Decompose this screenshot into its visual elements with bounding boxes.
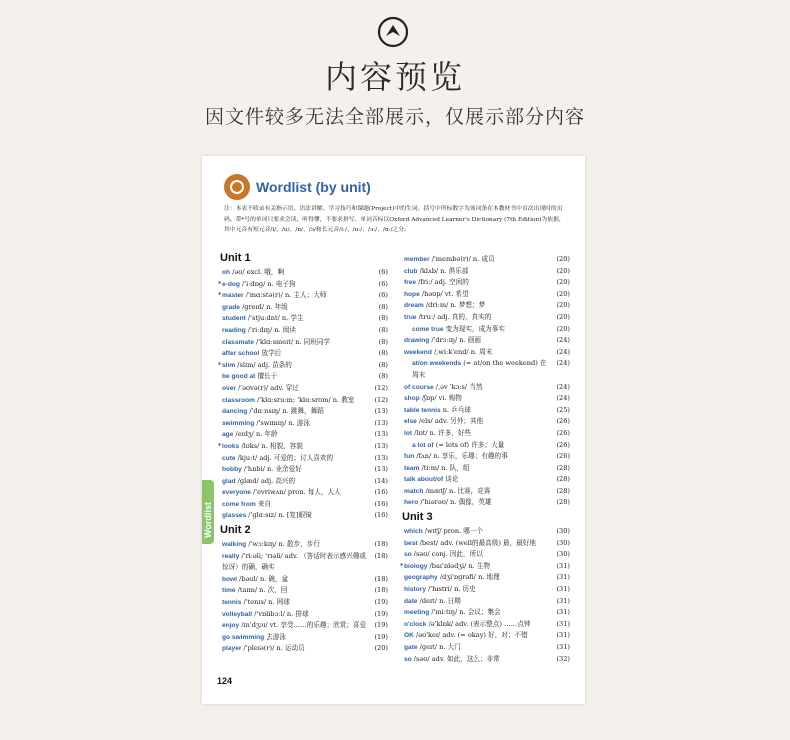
entry-definition: /həʊp/ vt. 希望 bbox=[419, 289, 469, 298]
unit-heading: Unit 2 bbox=[220, 524, 251, 537]
entry-headword: time bbox=[222, 587, 236, 595]
wordlist-entry bbox=[404, 405, 570, 417]
wordlist-entry bbox=[222, 585, 388, 597]
wordlist-entry bbox=[222, 499, 388, 511]
entry-headword: player bbox=[222, 645, 242, 653]
entry-definition: /fʌn/ n. 享乐，乐趣；有趣的事 bbox=[414, 452, 508, 461]
entry-headword: really bbox=[222, 552, 240, 560]
wordlist-entry bbox=[222, 620, 388, 632]
entry-page-ref: (25) bbox=[556, 405, 570, 414]
entry-headword: volleyball bbox=[222, 610, 253, 618]
entry-headword: glad bbox=[222, 477, 236, 485]
entry-page-ref: (26) bbox=[556, 417, 570, 426]
entry-page-ref: (31) bbox=[556, 643, 570, 651]
up-arrow-circle-icon bbox=[377, 16, 409, 48]
entry-headword: history bbox=[404, 586, 426, 594]
wordlist-entry bbox=[404, 358, 570, 381]
wordlist-entry bbox=[222, 429, 388, 441]
entry-page-ref: (28) bbox=[556, 486, 570, 495]
entry-definition: /,əv 'kɔːs/ 当然 bbox=[433, 382, 483, 391]
wordlist-entry bbox=[222, 609, 388, 621]
wordlist-entry bbox=[404, 335, 570, 347]
entry-definition: /ɡreɪd/ n. 年级 bbox=[239, 302, 288, 311]
entry-page-ref: (18) bbox=[374, 586, 388, 595]
entry-definition: /mætʃ/ n. 比赛，竞赛 bbox=[423, 486, 491, 495]
wordlist-entry bbox=[222, 487, 388, 499]
entry-page-ref: (31) bbox=[556, 596, 570, 605]
entry-headword: go swimming bbox=[222, 633, 265, 641]
page-subtitle: 因文件较多无法全部展示，仅展示部分内容 bbox=[204, 106, 585, 128]
wordlist-column-right bbox=[400, 254, 570, 665]
wordlist-entry bbox=[404, 486, 570, 498]
entry-headword: shop bbox=[404, 395, 420, 403]
entry-headword: o'clock bbox=[404, 620, 427, 628]
entry-headword: tennis bbox=[222, 599, 242, 607]
entry-page-ref: (31) bbox=[556, 631, 570, 640]
entry-definition: /əʊ/ excl. 哦，啊 bbox=[230, 268, 285, 276]
entry-page-ref: (30) bbox=[556, 527, 570, 536]
entry-headword: so bbox=[404, 551, 412, 559]
entry-definition: /taɪm/ n. 次，回 bbox=[235, 586, 288, 595]
entry-definition: /'klɑːsmeɪt/ n. 同班同学 bbox=[253, 337, 331, 346]
entry-page-ref: (24) bbox=[556, 347, 570, 356]
wordlist-entry bbox=[222, 325, 388, 337]
entry-page-ref: (20) bbox=[556, 289, 570, 298]
entry-definition: /'riːdɪŋ/ n. 阅读 bbox=[245, 325, 296, 334]
entry-headword: at/on weekends bbox=[412, 360, 462, 368]
entry-definition: /'tenɪs/ n. 网球 bbox=[241, 598, 290, 607]
wordlist-entry bbox=[222, 632, 388, 644]
wordlist-entry bbox=[404, 289, 570, 301]
wordlist-entry bbox=[222, 510, 388, 522]
star-marker: * bbox=[218, 441, 222, 450]
wordlist-entry bbox=[222, 453, 388, 465]
entry-headword: best bbox=[404, 539, 418, 547]
entry-page-ref: (24) bbox=[556, 336, 570, 345]
entry-headword: classmate bbox=[222, 338, 254, 346]
entry-headword: club bbox=[404, 267, 418, 275]
entry-headword: else bbox=[404, 418, 417, 426]
entry-definition: /'hɪərəʊ/ n. 偶像，英雄 bbox=[418, 498, 492, 507]
entry-headword: looks bbox=[222, 442, 240, 450]
entry-definition: /kjuːt/ adj. 可爱的；讨人喜欢的 bbox=[235, 453, 334, 462]
entry-headword: dancing bbox=[222, 408, 248, 416]
entry-headword: after school bbox=[222, 350, 260, 358]
entry-page-ref: (14) bbox=[374, 476, 388, 485]
entry-headword: bowl bbox=[222, 575, 238, 583]
entry-definition: 去游泳 bbox=[264, 632, 287, 641]
entry-definition: /,wiːk'end/ n. 周末 bbox=[431, 347, 493, 356]
entry-headword: classroom bbox=[222, 396, 255, 404]
wordlist-entry bbox=[404, 642, 570, 654]
entry-headword: true bbox=[404, 313, 417, 321]
entry-definition: /səʊ/ adv. 如此，这么；非常 bbox=[411, 654, 500, 663]
entry-headword: cute bbox=[222, 454, 236, 462]
wordlist-entry bbox=[404, 416, 570, 428]
entry-definition: /els/ adv. 另外；其他 bbox=[416, 417, 484, 426]
entry-headword: everyone bbox=[222, 489, 251, 497]
entry-headword: e-dog bbox=[222, 280, 240, 288]
wordlist-entry bbox=[404, 654, 570, 666]
wordlist-note: 注：本表不收录有关指示语、语法讲解、学习技巧和课题(Project)中的生词。括号中所标数字为该词条在本教材书中首次出现时的页码。带*号的单词只要求会读、听得懂，不要求拼写。单词音标以Oxford Advanced Learner's Dictionary (7th Edition)为依据，其中元音有短元音/i/、/u/、/ɒ/、/ɔ/和长元音/iː/、/uː/、/ɔː/、/ɑː/之分。 bbox=[224, 206, 565, 233]
entry-page-ref: (18) bbox=[374, 551, 388, 560]
wordlist-entry bbox=[404, 619, 570, 631]
entry-headword: hero bbox=[404, 499, 419, 507]
entry-definition: /'riːəli; 'rɪəli/ adv. （答话时表示感兴趣或惊讶）的确，确实 bbox=[222, 551, 367, 572]
entry-page-ref: (24) bbox=[556, 359, 570, 368]
wordlist-entry bbox=[222, 337, 388, 349]
entry-definition: /lʊks/ n. 相貌，容貌 bbox=[239, 441, 303, 450]
entry-page-ref: (13) bbox=[374, 407, 388, 416]
entry-definition: /səʊ/ conj. 因此，所以 bbox=[411, 550, 483, 559]
entry-headword: reading bbox=[222, 326, 246, 334]
entry-definition: 放学后 bbox=[259, 349, 282, 358]
entry-headword: talk about/of bbox=[404, 476, 444, 484]
entry-headword: meeting bbox=[404, 609, 430, 617]
entry-page-ref: (19) bbox=[374, 632, 388, 641]
entry-page-ref: (20) bbox=[556, 255, 570, 263]
entry-definition: /tiːm/ n. 队，组 bbox=[419, 463, 470, 472]
entry-definition: /lɒt/ n. 许多，好些 bbox=[412, 428, 472, 437]
entry-definition: 擅长于 bbox=[255, 372, 278, 381]
wordlist-entry bbox=[404, 474, 570, 486]
entry-page-ref: (20) bbox=[556, 301, 570, 310]
entry-definition: /driːm/ n. 梦想；梦 bbox=[423, 301, 486, 310]
wordlist-entry bbox=[222, 348, 388, 360]
entry-page-ref: (8) bbox=[378, 372, 388, 381]
unit-heading: Unit 3 bbox=[402, 511, 433, 524]
entry-headword: glasses bbox=[222, 512, 247, 520]
entry-page-ref: (18) bbox=[374, 540, 388, 549]
wordlist-entry bbox=[404, 347, 570, 359]
entry-headword: team bbox=[404, 464, 420, 472]
entry-headword: date bbox=[404, 597, 418, 605]
entry-headword: biology bbox=[404, 562, 428, 570]
entry-page-ref: (12) bbox=[374, 383, 388, 392]
wordlist-entry bbox=[222, 643, 388, 655]
entry-page-ref: (20) bbox=[374, 644, 388, 653]
page-title: 内容预览 bbox=[324, 58, 465, 96]
entry-headword: geography bbox=[404, 574, 438, 582]
entry-page-ref: (6) bbox=[378, 268, 388, 276]
wordlist-entry bbox=[222, 406, 388, 418]
entry-headword: walking bbox=[222, 541, 247, 549]
wordlist-entry bbox=[222, 476, 388, 488]
wordlist-entry bbox=[222, 267, 388, 279]
entry-page-ref: (30) bbox=[556, 538, 570, 547]
entry-page-ref: (8) bbox=[378, 325, 388, 334]
entry-headword: age bbox=[222, 431, 234, 439]
entry-page-ref: (26) bbox=[556, 452, 570, 461]
entry-definition: /dʒi'ɒɡrəfi/ n. 地理 bbox=[437, 573, 500, 582]
wordlist-entry bbox=[222, 313, 388, 325]
wordlist-entry bbox=[404, 440, 570, 452]
unit-heading: Unit 1 bbox=[220, 252, 251, 264]
entry-headword: fun bbox=[404, 453, 415, 461]
entry-headword: a lot of bbox=[412, 441, 434, 449]
entry-page-ref: (30) bbox=[556, 550, 570, 559]
entry-headword: dream bbox=[404, 302, 424, 310]
entry-definition: /'klɑːsruːm; 'klɑːsrʊm/ n. 教室 bbox=[255, 395, 355, 404]
entry-headword: match bbox=[404, 487, 424, 495]
entry-page-ref: (13) bbox=[374, 418, 388, 427]
entry-page-ref: (32) bbox=[556, 654, 570, 663]
entry-definition: (= at/on the weekend) 在周末 bbox=[412, 359, 547, 379]
entry-definition: /ʃɒp/ vi. 购物 bbox=[419, 394, 462, 403]
wordlist-entry bbox=[404, 393, 570, 405]
entry-page-ref: (12) bbox=[374, 395, 388, 404]
entry-page-ref: (13) bbox=[374, 465, 388, 474]
entry-headword: student bbox=[222, 315, 246, 323]
entry-page-ref: (26) bbox=[556, 440, 570, 449]
entry-headword: lot bbox=[404, 429, 413, 437]
entry-page-ref: (26) bbox=[556, 428, 570, 437]
entry-headword: master bbox=[222, 292, 244, 300]
wordlist-entry bbox=[404, 596, 570, 608]
entry-definition: /'membə(r)/ n. 成员 bbox=[429, 255, 495, 263]
entry-headword: grade bbox=[222, 303, 240, 311]
wordlist-entry bbox=[218, 441, 388, 453]
entry-definition: /'miːtɪŋ/ n. 会议；集会 bbox=[429, 608, 501, 617]
wordlist-entry bbox=[404, 538, 570, 550]
entry-definition: /'mɑːstə(r)/ n. 主人；大师 bbox=[243, 291, 327, 300]
entry-page-ref: (24) bbox=[556, 394, 570, 403]
entry-definition: n. 乒乓球 bbox=[440, 405, 471, 414]
wordlist-entry bbox=[404, 497, 570, 509]
entry-definition: /deɪt/ n. 日期 bbox=[417, 596, 461, 605]
entry-page-ref: (16) bbox=[374, 499, 388, 508]
entry-definition: /'hɪstri/ n. 历史 bbox=[425, 585, 476, 594]
star-marker: * bbox=[218, 279, 222, 288]
entry-page-ref: (13) bbox=[374, 441, 388, 450]
entry-headword: come true bbox=[412, 325, 444, 333]
entry-headword: OK bbox=[404, 632, 414, 640]
entry-page-ref: (8) bbox=[378, 337, 388, 346]
entry-page-ref: (16) bbox=[374, 511, 388, 520]
entry-headword: oh bbox=[222, 269, 231, 276]
wordlist-entry bbox=[404, 630, 570, 642]
wordlist-header bbox=[224, 172, 371, 202]
entry-headword: hobby bbox=[222, 466, 242, 474]
entry-definition: /friː/ adj. 空闲的 bbox=[416, 278, 469, 287]
entry-definition: /'wɔːkɪŋ/ n. 散步，步行 bbox=[246, 540, 320, 549]
entry-headword: swimming bbox=[222, 419, 255, 427]
entry-headword: hope bbox=[404, 290, 420, 298]
entry-definition: /'əʊvə(r)/ adv. 穿过 bbox=[235, 383, 299, 392]
entry-headword: over bbox=[222, 384, 236, 392]
wordlist-entry bbox=[218, 360, 388, 372]
wordlist-entry bbox=[404, 300, 570, 312]
entry-headword: slim bbox=[222, 361, 236, 369]
wordlist-entry bbox=[218, 279, 388, 291]
entry-headword: which bbox=[404, 528, 423, 536]
entry-headword: table tennis bbox=[404, 406, 441, 414]
side-tab bbox=[202, 480, 214, 544]
wordlist-entry bbox=[404, 312, 570, 324]
entry-headword: weekend bbox=[404, 348, 432, 356]
wordlist-heading: Wordlist (by unit) bbox=[256, 179, 371, 195]
entry-definition: /'pleɪə(r)/ n. 运动员 bbox=[241, 644, 305, 653]
wordlist-entry bbox=[404, 266, 570, 278]
wordlist-entry bbox=[404, 549, 570, 561]
entry-page-ref: (16) bbox=[374, 488, 388, 497]
wordlist-entry bbox=[404, 451, 570, 463]
entry-page-ref: (20) bbox=[556, 266, 570, 275]
side-tab-label: Wordlist bbox=[203, 502, 213, 538]
entry-page-ref: (20) bbox=[556, 312, 570, 321]
entry-headword: drawing bbox=[404, 337, 430, 345]
wordlist-entry bbox=[222, 539, 388, 551]
entry-page-ref: (20) bbox=[556, 324, 570, 333]
entry-page-ref: (31) bbox=[556, 585, 570, 594]
wordlist-entry bbox=[222, 418, 388, 430]
wordlist-logo-icon bbox=[224, 174, 250, 200]
wordlist-entry bbox=[222, 574, 388, 586]
entry-page-ref: (20) bbox=[556, 278, 570, 287]
entry-page-ref: (19) bbox=[374, 621, 388, 630]
wordlist-entry bbox=[400, 561, 570, 573]
entry-definition: 来自 bbox=[255, 499, 272, 508]
entry-page-ref: (8) bbox=[378, 349, 388, 358]
entry-page-ref: (8) bbox=[378, 314, 388, 323]
wordlist-entry bbox=[222, 464, 388, 476]
wordlist-entry bbox=[404, 382, 570, 394]
entry-headword: gate bbox=[404, 644, 418, 651]
star-marker: * bbox=[218, 360, 222, 369]
wordlist-entry bbox=[218, 290, 388, 302]
entry-page-ref: (24) bbox=[556, 382, 570, 391]
entry-page-ref: (6) bbox=[378, 291, 388, 300]
entry-definition: /ɡeɪt/ n. 大门 bbox=[417, 643, 461, 651]
entry-definition: /ɪn'dʒɔɪ/ vt. 享受……的乐趣；欣赏；喜爱 bbox=[239, 621, 367, 630]
wordlist-entry bbox=[404, 254, 570, 266]
wordlist-entry bbox=[404, 584, 570, 596]
entry-definition: /eɪdʒ/ n. 年龄 bbox=[233, 430, 278, 439]
wordlist-entry bbox=[222, 383, 388, 395]
entry-page-ref: (31) bbox=[556, 561, 570, 570]
star-marker: * bbox=[400, 561, 404, 570]
entry-page-ref: (31) bbox=[556, 608, 570, 617]
wordlist-entry bbox=[404, 428, 570, 440]
wordlist-column-left bbox=[218, 250, 388, 655]
entry-headword: free bbox=[404, 279, 417, 287]
wordlist-entry bbox=[222, 371, 388, 383]
entry-headword: enjoy bbox=[222, 622, 240, 630]
entry-headword: come from bbox=[222, 500, 256, 508]
wordlist-entry bbox=[222, 551, 388, 574]
entry-definition: /'vɒlibɔːl/ n. 排球 bbox=[252, 609, 309, 618]
wordlist-entry bbox=[222, 302, 388, 314]
entry-definition: /ə'klɒk/ adv. (表示整点) ……点钟 bbox=[426, 619, 531, 628]
entry-page-ref: (18) bbox=[374, 574, 388, 583]
entry-definition: /əʊ'keɪ/ adv. (= okay) 好，对；不错 bbox=[413, 631, 528, 640]
wordlist-entry bbox=[404, 324, 570, 336]
entry-page-ref: (19) bbox=[374, 609, 388, 618]
wordlist-entry bbox=[404, 572, 570, 584]
wordlist-entry bbox=[404, 463, 570, 475]
entry-definition: /wɪtʃ/ pron. 哪一个 bbox=[422, 527, 484, 536]
entry-definition: /best/ adv. (well的最高级) 最，最好地 bbox=[417, 538, 536, 547]
entry-headword: member bbox=[404, 256, 430, 263]
entry-headword: be good at bbox=[222, 373, 256, 381]
entry-definition: /'swɪmɪŋ/ n. 游泳 bbox=[254, 418, 311, 427]
entry-definition: /ɡlæd/ adj. 高兴的 bbox=[235, 476, 296, 485]
entry-page-ref: (13) bbox=[374, 453, 388, 462]
entry-page-ref: (28) bbox=[556, 475, 570, 484]
page-number: 124 bbox=[217, 676, 233, 686]
entry-definition: /'iːdɒɡ/ n. 电子狗 bbox=[239, 279, 296, 288]
entry-definition: /klʌb/ n. 俱乐部 bbox=[417, 266, 469, 275]
entry-page-ref: (31) bbox=[556, 619, 570, 628]
entry-definition: /'evriwʌn/ pron. 每人，人人 bbox=[250, 488, 341, 497]
entry-page-ref: (13) bbox=[374, 430, 388, 439]
entry-page-ref: (28) bbox=[556, 463, 570, 472]
entry-page-ref: (6) bbox=[378, 279, 388, 288]
entry-definition: /'drɔːɪŋ/ n. 画画 bbox=[429, 336, 481, 345]
entry-definition: /'stjuːdnt/ n. 学生 bbox=[245, 314, 304, 323]
entry-definition: /slɪm/ adj. 苗条的 bbox=[235, 360, 292, 369]
wordlist-entry bbox=[222, 597, 388, 609]
wordlist-entry bbox=[222, 395, 388, 407]
entry-page-ref: (19) bbox=[374, 598, 388, 607]
entry-headword: so bbox=[404, 655, 412, 663]
entry-definition: /'dɑːnsɪŋ/ n. 跳舞，舞蹈 bbox=[247, 407, 324, 416]
entry-definition: /bəʊl/ n. 碗，盆 bbox=[237, 574, 289, 583]
entry-headword: of course bbox=[404, 383, 434, 391]
star-marker: * bbox=[218, 291, 222, 300]
entry-definition: /truː/ adj. 真的，真实的 bbox=[416, 312, 492, 321]
wordlist-entry bbox=[404, 607, 570, 619]
entry-page-ref: (8) bbox=[378, 360, 388, 369]
entry-page-ref: (8) bbox=[378, 302, 388, 311]
entry-page-ref: (31) bbox=[556, 573, 570, 582]
entry-definition: (= lots of) 许多；大量 bbox=[433, 440, 505, 449]
entry-definition: /'hɒbi/ n. 业余爱好 bbox=[241, 465, 302, 474]
wordlist-entry bbox=[404, 526, 570, 538]
entry-definition: 变为现实，成为事实 bbox=[443, 324, 505, 333]
entry-definition: /'ɡlɑːsɪz/ n. [复]眼镜 bbox=[246, 511, 312, 520]
entry-page-ref: (28) bbox=[556, 498, 570, 507]
entry-definition: 谈论 bbox=[443, 475, 459, 484]
wordlist-entry bbox=[404, 277, 570, 289]
document-preview bbox=[202, 156, 585, 704]
entry-definition: /baɪ'ɒlədʒi/ n. 生物 bbox=[427, 561, 491, 570]
